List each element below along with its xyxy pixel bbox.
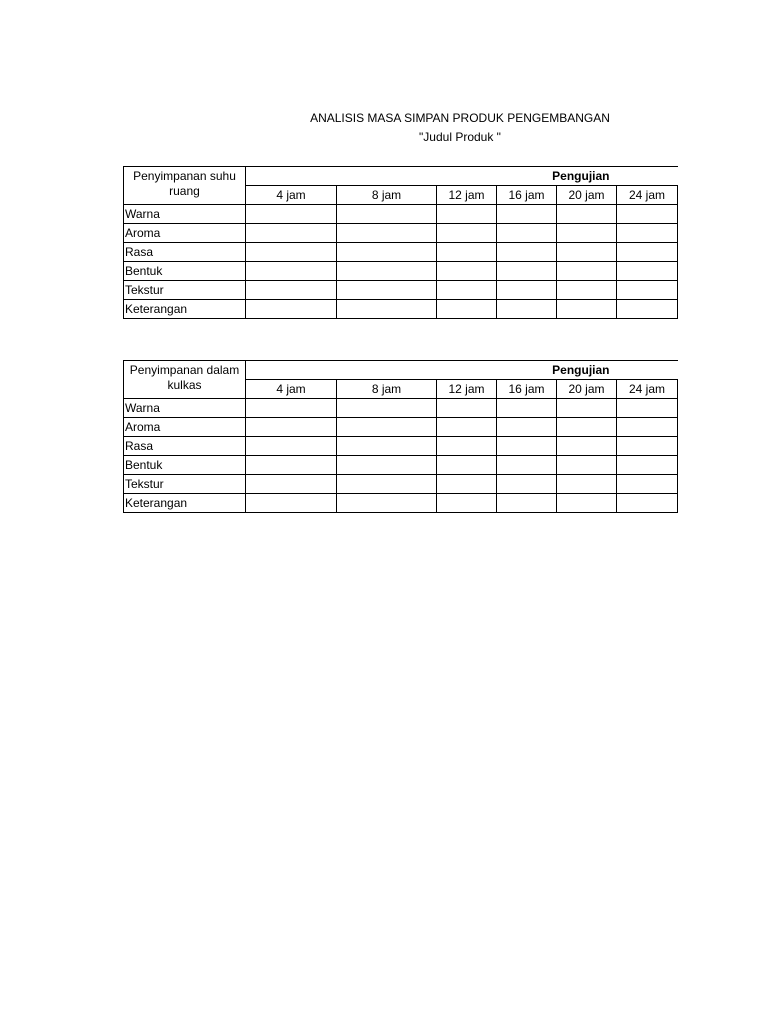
table-cell[interactable] xyxy=(246,494,337,513)
column-header: 12 jam xyxy=(437,380,497,399)
table-cell[interactable] xyxy=(557,300,617,319)
table-header-row xyxy=(124,167,678,186)
table-cell[interactable] xyxy=(497,262,557,281)
table-row xyxy=(124,224,678,243)
table-cell[interactable] xyxy=(437,475,497,494)
table-cell[interactable] xyxy=(246,205,337,224)
table-cell[interactable] xyxy=(617,281,678,300)
table-room-temperature xyxy=(123,166,678,319)
table-cell[interactable] xyxy=(617,205,678,224)
column-header: 8 jam xyxy=(337,380,437,399)
table-cell[interactable] xyxy=(246,243,337,262)
table-cell[interactable] xyxy=(246,456,337,475)
table-cell[interactable] xyxy=(557,475,617,494)
column-header: 24 jam xyxy=(617,380,678,399)
column-header: 20 jam xyxy=(557,380,617,399)
table-cell[interactable] xyxy=(557,399,617,418)
group-header: Pengujian xyxy=(246,361,678,380)
table-cell[interactable] xyxy=(337,281,437,300)
table-cell[interactable] xyxy=(617,224,678,243)
table-cell[interactable] xyxy=(337,262,437,281)
table-cell[interactable] xyxy=(617,418,678,437)
corner-label: Penyimpanan dalam kulkas xyxy=(124,361,246,399)
row-label: Tekstur xyxy=(124,475,246,494)
table-header-row xyxy=(124,361,678,380)
table-cell[interactable] xyxy=(337,437,437,456)
table-cell[interactable] xyxy=(557,262,617,281)
table-cell[interactable] xyxy=(246,281,337,300)
table-cell[interactable] xyxy=(497,205,557,224)
table-cell[interactable] xyxy=(557,243,617,262)
row-label: Aroma xyxy=(124,224,246,243)
table-cell[interactable] xyxy=(617,262,678,281)
table-cell[interactable] xyxy=(437,281,497,300)
table-cell[interactable] xyxy=(437,205,497,224)
table-cell[interactable] xyxy=(337,456,437,475)
table-cell[interactable] xyxy=(246,399,337,418)
table-cell[interactable] xyxy=(497,456,557,475)
table-cell[interactable] xyxy=(497,224,557,243)
table-row xyxy=(124,243,678,262)
row-label: Rasa xyxy=(124,437,246,456)
document-subtitle: "Judul Produk " xyxy=(419,130,501,144)
column-header: 16 jam xyxy=(497,380,557,399)
table-row xyxy=(124,494,678,513)
table-cell[interactable] xyxy=(337,243,437,262)
table-cell[interactable] xyxy=(557,456,617,475)
table-cell[interactable] xyxy=(337,475,437,494)
table-cell[interactable] xyxy=(246,418,337,437)
column-header: 12 jam xyxy=(437,186,497,205)
table-cell[interactable] xyxy=(246,475,337,494)
table-cell[interactable] xyxy=(437,494,497,513)
table-cell[interactable] xyxy=(437,418,497,437)
row-label: Bentuk xyxy=(124,456,246,475)
table-cell[interactable] xyxy=(617,243,678,262)
table-refrigerator xyxy=(123,360,678,513)
corner-label: Penyimpanan suhu ruang xyxy=(124,167,246,205)
table-row xyxy=(124,281,678,300)
row-label: Warna xyxy=(124,205,246,224)
table-cell[interactable] xyxy=(337,494,437,513)
row-label: Keterangan xyxy=(124,494,246,513)
table-cell[interactable] xyxy=(437,262,497,281)
column-header: 4 jam xyxy=(246,380,337,399)
table-row xyxy=(124,399,678,418)
table-cell[interactable] xyxy=(246,224,337,243)
table-cell[interactable] xyxy=(246,262,337,281)
table-cell[interactable] xyxy=(617,494,678,513)
table-cell[interactable] xyxy=(337,224,437,243)
row-label: Bentuk xyxy=(124,262,246,281)
column-header: 20 jam xyxy=(557,186,617,205)
table-cell[interactable] xyxy=(617,456,678,475)
table-cell[interactable] xyxy=(497,418,557,437)
table-cell[interactable] xyxy=(617,300,678,319)
table-cell[interactable] xyxy=(437,437,497,456)
row-label: Keterangan xyxy=(124,300,246,319)
table-cell[interactable] xyxy=(497,243,557,262)
document-title: ANALISIS MASA SIMPAN PRODUK PENGEMBANGAN xyxy=(310,111,610,125)
table-row xyxy=(124,437,678,456)
table-cell[interactable] xyxy=(497,300,557,319)
table-cell[interactable] xyxy=(617,399,678,418)
row-label: Rasa xyxy=(124,243,246,262)
table-cell[interactable] xyxy=(617,437,678,456)
table-cell[interactable] xyxy=(437,243,497,262)
table-cell[interactable] xyxy=(437,300,497,319)
table-cell[interactable] xyxy=(437,399,497,418)
column-header: 24 jam xyxy=(617,186,678,205)
table-row xyxy=(124,205,678,224)
table-row xyxy=(124,475,678,494)
table-cell[interactable] xyxy=(337,205,437,224)
group-header: Pengujian xyxy=(246,167,678,186)
column-header: 8 jam xyxy=(337,186,437,205)
table-cell[interactable] xyxy=(497,399,557,418)
row-label: Aroma xyxy=(124,418,246,437)
table-cell[interactable] xyxy=(557,224,617,243)
table-cell[interactable] xyxy=(557,418,617,437)
table-cell[interactable] xyxy=(246,300,337,319)
table-cell[interactable] xyxy=(557,437,617,456)
table-row xyxy=(124,300,678,319)
table-cell[interactable] xyxy=(337,300,437,319)
table-cell[interactable] xyxy=(497,437,557,456)
table-cell[interactable] xyxy=(557,494,617,513)
column-header: 16 jam xyxy=(497,186,557,205)
table-cell[interactable] xyxy=(497,281,557,300)
table-cell[interactable] xyxy=(246,437,337,456)
row-label: Tekstur xyxy=(124,281,246,300)
table-row xyxy=(124,418,678,437)
table-row xyxy=(124,262,678,281)
table-cell[interactable] xyxy=(337,418,437,437)
column-header: 4 jam xyxy=(246,186,337,205)
table-cell[interactable] xyxy=(337,399,437,418)
table-cell[interactable] xyxy=(617,475,678,494)
table-cell[interactable] xyxy=(437,456,497,475)
table-cell[interactable] xyxy=(557,205,617,224)
table-cell[interactable] xyxy=(437,224,497,243)
row-label: Warna xyxy=(124,399,246,418)
table-cell[interactable] xyxy=(497,475,557,494)
table-cell[interactable] xyxy=(497,494,557,513)
table-row xyxy=(124,456,678,475)
table-cell[interactable] xyxy=(557,281,617,300)
